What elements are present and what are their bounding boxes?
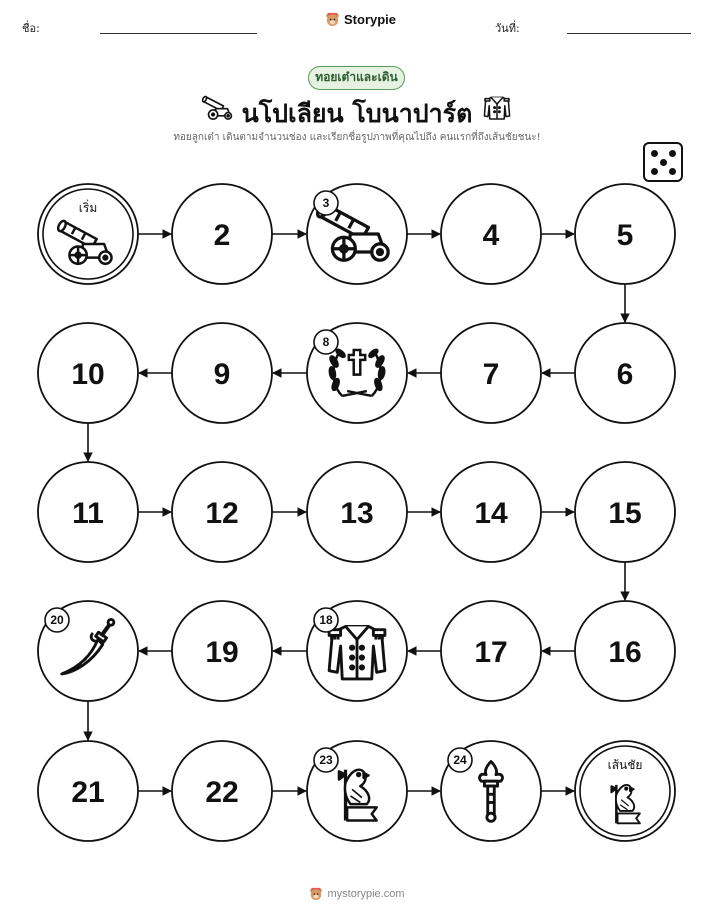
cell-label: เริ่ม (78, 201, 98, 215)
name-label: ชื่อ: (22, 22, 40, 35)
board-cell[interactable] (172, 601, 272, 701)
cell-number: 12 (205, 497, 239, 530)
cell-number: 16 (608, 636, 642, 669)
date-label: วันที่: (495, 22, 520, 35)
board-cell[interactable] (172, 184, 272, 284)
cell-number: 4 (482, 219, 500, 252)
footer (0, 887, 714, 901)
cell-number: 21 (71, 776, 105, 809)
board-cell[interactable] (307, 601, 407, 701)
board-cell[interactable] (307, 462, 407, 562)
cell-number: 22 (205, 776, 239, 809)
bear-logo-icon (309, 887, 323, 901)
cell-number: 10 (71, 358, 105, 391)
board-cell-start[interactable] (38, 184, 138, 284)
board-cell[interactable] (307, 741, 407, 841)
board-cell[interactable] (575, 184, 675, 284)
cell-number: 15 (608, 497, 642, 530)
cell-number-badge: 20 (50, 613, 64, 627)
cell-number: 9 (213, 358, 231, 391)
cell-number: 5 (616, 219, 634, 252)
board-cell[interactable] (38, 323, 138, 423)
page-title: นโปเลียน โบนาปาร์ต (241, 99, 473, 128)
board-cell[interactable] (441, 741, 541, 841)
cell-number-badge: 8 (322, 335, 330, 349)
board-cell[interactable] (441, 184, 541, 284)
footer-url[interactable]: mystorypie.com (327, 888, 405, 900)
cell-number: 14 (474, 497, 508, 530)
cell-number: 13 (340, 497, 374, 530)
cell-number: 2 (213, 219, 231, 252)
board-cell[interactable] (575, 601, 675, 701)
instructions-text: ทอยลูกเต๋า เดินตามจำนวนช่อง และเรียกชื่อรูปภาพที่คุณไปถึง คนแรกที่ถึงเส้นชัยชนะ! (173, 132, 541, 143)
cell-number-badge: 24 (453, 753, 467, 767)
board-cell[interactable] (441, 462, 541, 562)
cell-number: 11 (72, 497, 104, 530)
board-cell-finish[interactable] (575, 741, 675, 841)
activity-badge: ทอยเต๋าและเดิน (308, 66, 405, 90)
board-cell[interactable] (441, 601, 541, 701)
board-cell[interactable] (38, 741, 138, 841)
military-jacket-icon (329, 626, 385, 678)
board-cell[interactable] (172, 323, 272, 423)
board-cell[interactable] (575, 323, 675, 423)
board-cell[interactable] (38, 601, 138, 701)
board-cell[interactable] (441, 323, 541, 423)
board-cell[interactable] (172, 741, 272, 841)
cell-number-badge: 3 (322, 196, 330, 210)
cell-number: 17 (474, 636, 508, 669)
cell-number: 6 (616, 358, 634, 391)
board-cell[interactable] (575, 462, 675, 562)
cell-number: 7 (482, 358, 500, 391)
board-cell[interactable] (307, 323, 407, 423)
cell-label: เส้นชัย (607, 758, 643, 772)
cell-number: 19 (205, 636, 239, 669)
cell-number-badge: 23 (319, 753, 333, 767)
board-cell[interactable] (38, 462, 138, 562)
board-cell[interactable] (172, 462, 272, 562)
brand-name: Storypie (344, 12, 397, 27)
cell-number-badge: 18 (319, 613, 333, 627)
board-cell[interactable] (307, 184, 407, 284)
